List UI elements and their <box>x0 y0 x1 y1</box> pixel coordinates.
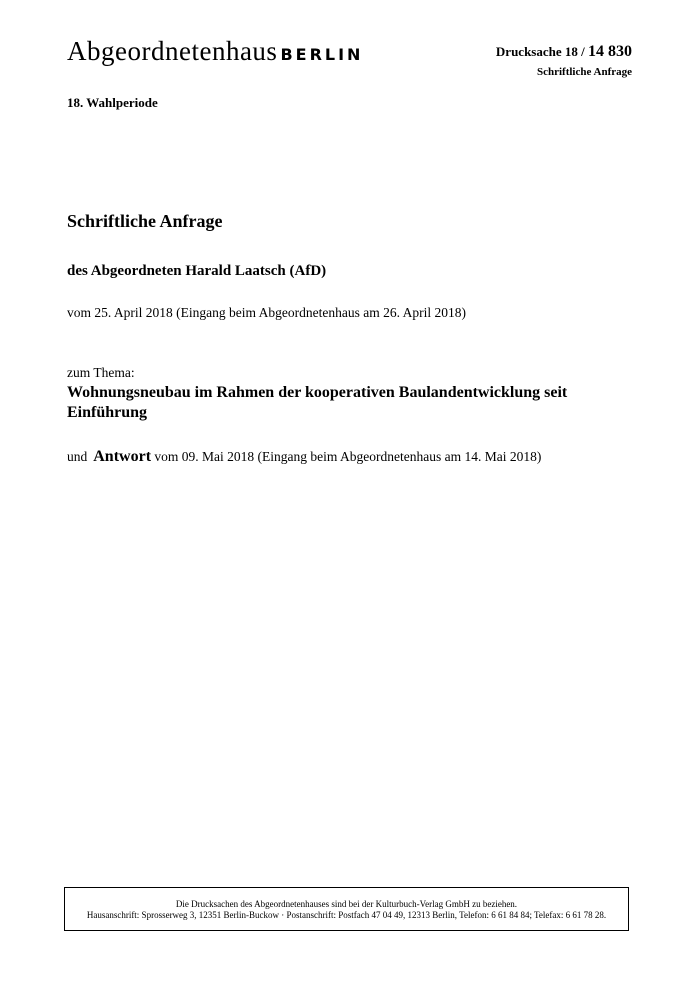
footer-line-1: Die Drucksachen des Abgeordnetenhauses sind bei der Kulturbuch-Verlag GmbH zu beziehen. <box>175 899 518 909</box>
document-type: Schriftliche Anfrage <box>536 66 632 78</box>
topic-heading: Wohnungsneubau im Rahmen der kooperativen Baulandentwicklung seit Einführung <box>67 384 568 421</box>
date-line: vom 25. April 2018 (Eingang beim Abgeordnetenhaus am 26. April 2018) <box>67 305 466 320</box>
document-number <box>496 43 632 61</box>
document-number-prefix: Drucksache 18 / <box>495 44 588 59</box>
topic-label: zum Thema: <box>67 365 135 380</box>
document-number-value: 14 830 <box>588 43 632 60</box>
answer-line <box>67 448 541 466</box>
footer-line-2: Hausanschrift: Sprosserweg 3, 12351 Berlin-Buckow · Postanschrift: Postfach 47 04 49, 12313 Berlin, Telefon: 6 61 84 84; Telefax: 6 61 78 28. <box>86 910 607 920</box>
parliament-logo <box>67 36 363 67</box>
legislative-period: 18. Wahlperiode <box>67 95 158 110</box>
answer-date: vom 09. Mai 2018 (Eingang beim Abgeordnetenhaus am 14. Mai 2018) <box>151 449 542 464</box>
logo-city: BERLIN <box>280 45 364 64</box>
logo-word: Abgeordnetenhaus <box>67 36 278 66</box>
footer-box <box>64 887 629 931</box>
answer-prefix: und <box>67 449 88 464</box>
page-title: Schriftliche Anfrage <box>67 211 223 231</box>
author-line: des Abgeordneten Harald Laatsch (AfD) <box>67 263 327 279</box>
answer-word: Antwort <box>93 448 152 465</box>
